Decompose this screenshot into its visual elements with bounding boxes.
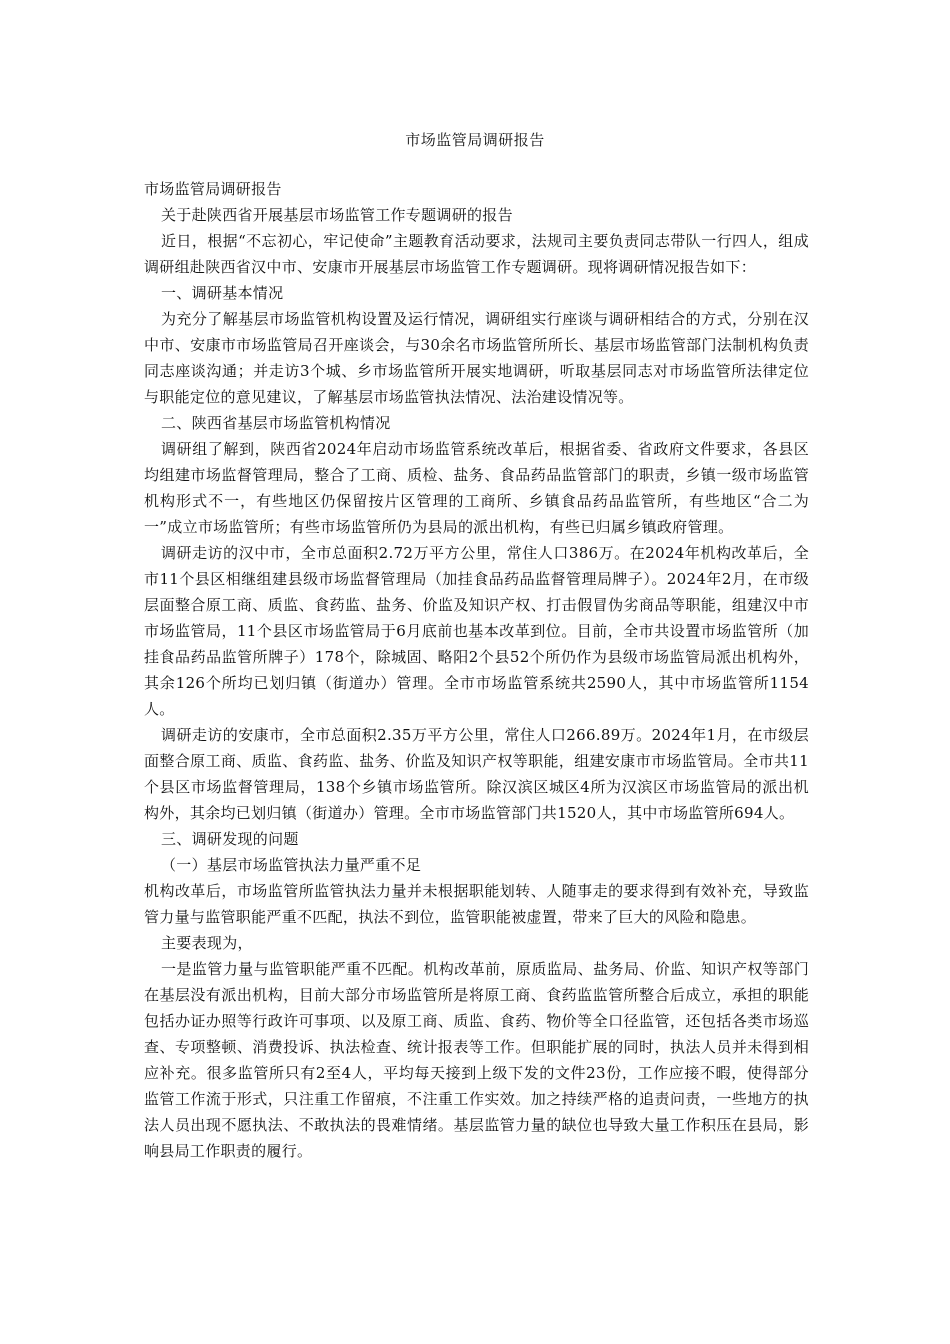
paragraph-enforcement-shortage: 机构改革后，市场监管所监管执法力量并未根据职能划转、人随事走的要求得到有效补充，导致监管力量与监管职能严重不匹配，执法不到位，监管职能被虚置，带来了巨大的风险和隐患。 <box>144 882 809 926</box>
paragraph-point-one: 一是监管力量与监管职能严重不匹配。机构改革前，原质监局、盐务局、价监、知识产权等部门在基层没有派出机构，目前大部分市场监管所是将原工商、食药监监管所整合后成立，承担的职能包括办证办照等行政许可事项、以及原工商、质监、食药、物价等全口径监管，还包括各类市场巡查、专项整顿、消费投诉、执法检查、统计报表等工作。但职能扩展的同时，执法人员并未得到相应补充。很多监管所只有2至4人，平均每天接到上级下发的文件23份，工作应接不暇，使得部分监管工作流于形式，只注重工作留痕，不注重工作实效。加之持续严格的追责问责，一些地方的执法人员出现不愿执法、不敢执法的畏难情绪。基层监管力量的缺位也导致大量工作积压在县局，影响县局工作职责的履行。 <box>144 960 809 1160</box>
paragraph-hanzhong: 调研走访的汉中市，全市总面积2.72万平方公里，常住人口386万。在2024年机构改革后，全市11个县区相继组建县级市场监督管理局（加挂食品药品监督管理局牌子）。2024年2月，在市级层面整合原工商、质监、食药监、盐务、价监及知识产权、打击假冒伪劣商品等职能，组建汉中市市场监管局，11个县区市场监管局于6月底前也基本改革到位。目前，全市共设置市场监管所（加挂食品药品监管所牌子）178个，除城固、略阳2个县52个所仍作为县级市场监管局派出机构外，其余126个所均已划归镇（街道办）管理。全市市场监管系统共2590人，其中市场监管所1154人。 <box>144 544 809 718</box>
section-heading-1: 一、调研基本情况 <box>161 284 284 302</box>
paragraph-ankang: 调研走访的安康市，全市总面积2.35万平方公里，常住人口266.89万。2024年1月，在市级层面整合原工商、质监、食药监、盐务、价监及知识产权等职能，组建安康市市场监管局。全市共11个县区市场监督管理局，138个乡镇市场监管所。除汉滨区城区4所为汉滨区市场监管局的派出机构外，其余均已划归镇（街道办）管理。全市市场监管部门共1520人，其中市场监管所694人。 <box>144 726 809 822</box>
paragraph-basic-situation: 为充分了解基层市场监管机构设置及运行情况，调研组实行座谈与调研相结合的方式，分别在汉中市、安康市市场监管局召开座谈会，与30余名市场监管所所长、基层市场监管部门法制机构负责同志座谈沟通；并走访3个城、乡市场监管所开展实地调研，听取基层同志对市场监管所法律定位与职能定位的意见建议，了解基层市场监管执法情况、法治建设情况等。 <box>144 310 809 406</box>
document-body <box>144 176 809 1164</box>
report-subtitle: 关于赴陕西省开展基层市场监管工作专题调研的报告 <box>161 206 513 224</box>
document-title: 市场监管局调研报告 <box>405 131 545 149</box>
subsection-heading-1: （一）基层市场监管执法力量严重不足 <box>161 856 422 874</box>
report-heading: 市场监管局调研报告 <box>144 180 282 198</box>
section-heading-3: 三、调研发现的问题 <box>161 830 299 848</box>
paragraph-intro: 近日，根据“不忘初心，牢记使命”主题教育活动要求，法规司主要负责同志带队一行四人，组成调研组赴陕西省汉中市、安康市开展基层市场监管工作专题调研。现将调研情况报告如下： <box>144 232 809 276</box>
paragraph-main-manifestations: 主要表现为， <box>161 934 253 952</box>
section-heading-2: 二、陕西省基层市场监管机构情况 <box>161 414 391 432</box>
paragraph-shaanxi-overview: 调研组了解到，陕西省2024年启动市场监管系统改革后，根据省委、省政府文件要求，各县区均组建市场监督管理局，整合了工商、质检、盐务、食品药品监管部门的职责，乡镇一级市场监管机构形式不一，有些地区仍保留按片区管理的工商所、乡镇食品药品监管所，有些地区“合二为一”成立市场监管所；有些市场监管所仍为县局的派出机构，有些已归属乡镇政府管理。 <box>144 440 809 536</box>
